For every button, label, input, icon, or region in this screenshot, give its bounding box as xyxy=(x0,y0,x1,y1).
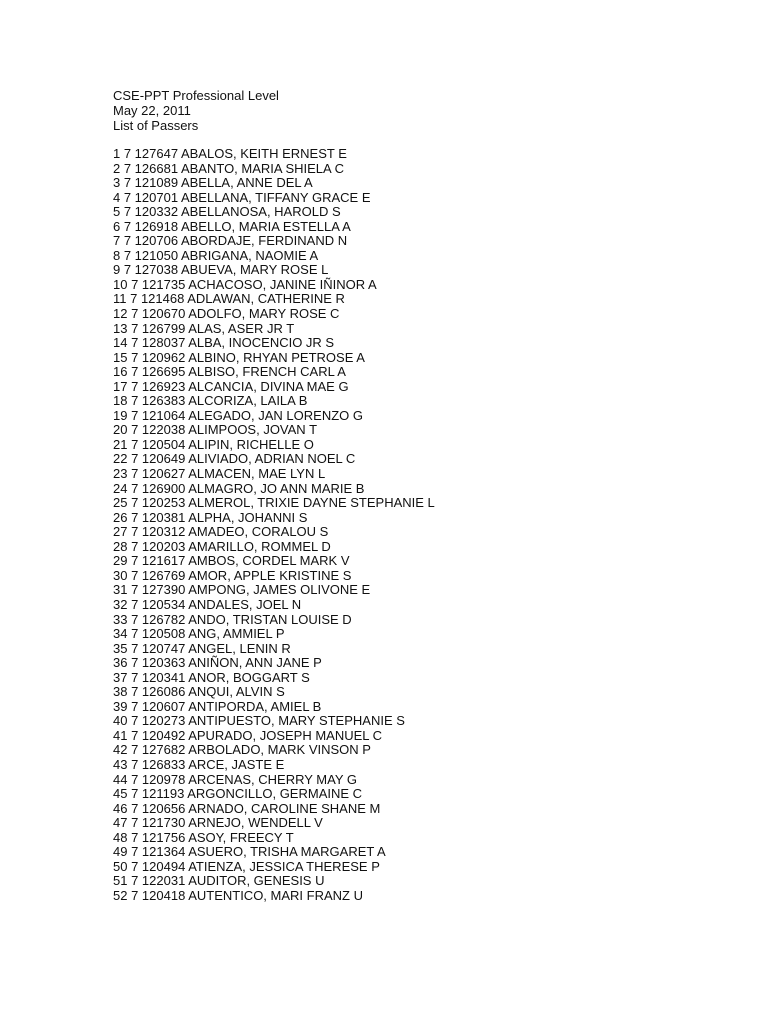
passer-entry: 35 7 120747 ANGEL, LENIN R xyxy=(113,640,291,656)
document-header xyxy=(113,88,279,133)
list-title: List of Passers xyxy=(113,118,199,133)
passer-entry: 43 7 126833 ARCE, JASTE E xyxy=(113,756,285,772)
passer-entry: 5 7 120332 ABELLANOSA, HAROLD S xyxy=(113,204,341,220)
passer-entry: 22 7 120649 ALIVIADO, ADRIAN NOEL C xyxy=(113,451,356,467)
passer-entry: 20 7 122038 ALIMPOOS, JOVAN T xyxy=(113,422,318,438)
passer-entry: 31 7 127390 AMPONG, JAMES OLIVONE E xyxy=(113,582,371,598)
passer-entry: 51 7 122031 AUDITOR, GENESIS U xyxy=(113,873,325,889)
passer-entry: 1 7 127647 ABALOS, KEITH ERNEST E xyxy=(113,146,347,161)
passer-entry: 36 7 120363 ANIÑON, ANN JANE P xyxy=(113,655,322,671)
passer-entry: 50 7 120494 ATIENZA, JESSICA THERESE P xyxy=(113,858,380,874)
passers-list xyxy=(113,147,435,903)
passer-entry: 38 7 126086 ANQUI, ALVIN S xyxy=(113,684,285,700)
passer-entry: 7 7 120706 ABORDAJE, FERDINAND N xyxy=(113,233,348,249)
passer-entry: 18 7 126383 ALCORIZA, LAILA B xyxy=(113,393,308,409)
passer-entry: 12 7 120670 ADOLFO, MARY ROSE C xyxy=(113,306,340,322)
passer-entry: 41 7 120492 APURADO, JOSEPH MANUEL C xyxy=(113,727,383,743)
passer-entry: 27 7 120312 AMADEO, CORALOU S xyxy=(113,524,329,540)
passer-entry: 4 7 120701 ABELLANA, TIFFANY GRACE E xyxy=(113,189,371,205)
passer-entry: 47 7 121730 ARNEJO, WENDELL V xyxy=(113,815,323,831)
passer-entry: 21 7 120504 ALIPIN, RICHELLE O xyxy=(113,436,314,452)
exam-title: CSE-PPT Professional Level xyxy=(113,88,279,103)
passer-entry: 6 7 126918 ABELLO, MARIA ESTELLA A xyxy=(113,218,351,234)
passer-entry: 32 7 120534 ANDALES, JOEL N xyxy=(113,596,302,612)
passer-entry: 26 7 120381 ALPHA, JOHANNI S xyxy=(113,509,308,525)
passer-entry: 40 7 120273 ANTIPUESTO, MARY STEPHANIE S xyxy=(113,713,405,729)
passer-entry: 9 7 127038 ABUEVA, MARY ROSE L xyxy=(113,262,329,278)
passer-entry: 2 7 126681 ABANTO, MARIA SHIELA C xyxy=(113,160,344,176)
passer-entry: 14 7 128037 ALBA, INOCENCIO JR S xyxy=(113,335,335,351)
passer-entry: 45 7 121193 ARGONCILLO, GERMAINE C xyxy=(113,786,363,802)
passer-entry: 15 7 120962 ALBINO, RHYAN PETROSE A xyxy=(113,349,365,365)
passer-entry: 19 7 121064 ALEGADO, JAN LORENZO G xyxy=(113,407,364,423)
passer-entry: 42 7 127682 ARBOLADO, MARK VINSON P xyxy=(113,742,371,758)
passer-entry: 30 7 126769 AMOR, APPLE KRISTINE S xyxy=(113,567,352,583)
passer-entry: 46 7 120656 ARNADO, CAROLINE SHANE M xyxy=(113,800,381,816)
passer-entry: 34 7 120508 ANG, AMMIEL P xyxy=(113,626,285,642)
passer-entry: 3 7 121089 ABELLA, ANNE DEL A xyxy=(113,175,313,191)
passer-entry: 52 7 120418 AUTENTICO, MARI FRANZ U xyxy=(113,887,363,903)
passer-entry: 37 7 120341 ANOR, BOGGART S xyxy=(113,669,310,685)
passer-entry: 16 7 126695 ALBISO, FRENCH CARL A xyxy=(113,364,346,380)
passer-entry: 11 7 121468 ADLAWAN, CATHERINE R xyxy=(113,291,345,307)
passer-entry: 24 7 126900 ALMAGRO, JO ANN MARIE B xyxy=(113,480,365,496)
passer-entry: 49 7 121364 ASUERO, TRISHA MARGARET A xyxy=(113,844,386,860)
passer-entry: 8 7 121050 ABRIGANA, NAOMIE A xyxy=(113,247,319,263)
passer-entry: 33 7 126782 ANDO, TRISTAN LOUISE D xyxy=(113,611,352,627)
exam-date: May 22, 2011 xyxy=(113,103,191,118)
passer-entry: 29 7 121617 AMBOS, CORDEL MARK V xyxy=(113,553,350,569)
passer-entry: 44 7 120978 ARCENAS, CHERRY MAY G xyxy=(113,771,357,787)
passer-entry: 28 7 120203 AMARILLO, ROMMEL D xyxy=(113,538,331,554)
passer-entry: 10 7 121735 ACHACOSO, JANINE IÑINOR A xyxy=(113,276,377,292)
passer-entry: 13 7 126799 ALAS, ASER JR T xyxy=(113,320,295,336)
passer-entry: 17 7 126923 ALCANCIA, DIVINA MAE G xyxy=(113,378,349,394)
passer-entry: 23 7 120627 ALMACEN, MAE LYN L xyxy=(113,466,326,482)
passer-entry: 39 7 120607 ANTIPORDA, AMIEL B xyxy=(113,698,322,714)
passer-entry: 25 7 120253 ALMEROL, TRIXIE DAYNE STEPHANIE L xyxy=(113,495,435,511)
passer-entry: 48 7 121756 ASOY, FREECY T xyxy=(113,829,294,845)
